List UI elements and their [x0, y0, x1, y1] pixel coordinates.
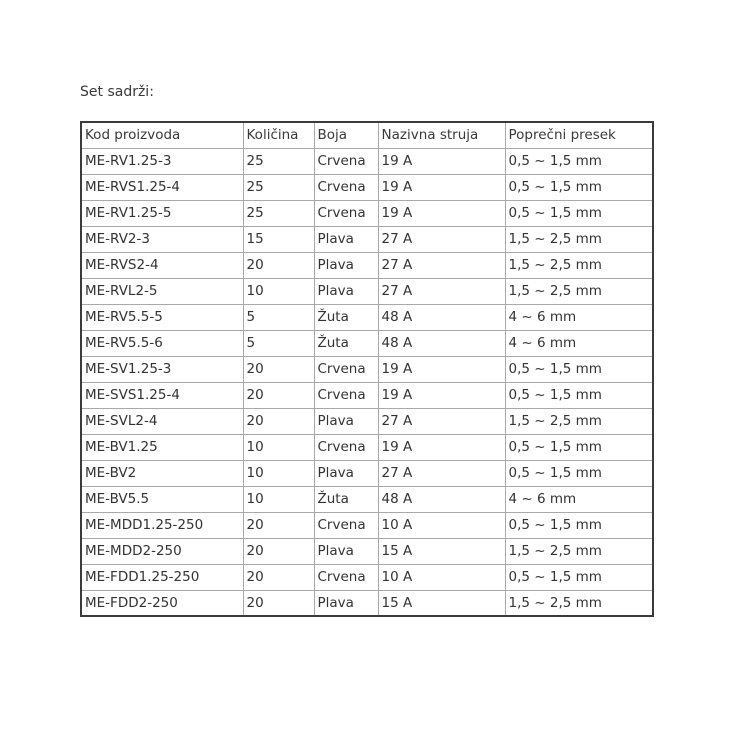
cell-product-code: ME-BV1.25 — [81, 434, 243, 460]
table-row — [81, 226, 653, 252]
cell-quantity: 25 — [243, 174, 314, 200]
cell-color: Crvena — [314, 200, 378, 226]
cell-color: Crvena — [314, 512, 378, 538]
cell-rated-current: 19 A — [378, 382, 505, 408]
cell-rated-current: 19 A — [378, 200, 505, 226]
cell-rated-current: 27 A — [378, 408, 505, 434]
cell-cross-section: 0,5 ~ 1,5 mm — [505, 434, 653, 460]
cell-quantity: 10 — [243, 434, 314, 460]
table-row — [81, 148, 653, 174]
table-row — [81, 512, 653, 538]
cell-quantity: 25 — [243, 148, 314, 174]
header-cross-section: Poprečni presek — [505, 122, 653, 148]
cell-product-code: ME-RVL2-5 — [81, 278, 243, 304]
cell-rated-current: 19 A — [378, 356, 505, 382]
cell-product-code: ME-SV1.25-3 — [81, 356, 243, 382]
cell-product-code: ME-RV1.25-3 — [81, 148, 243, 174]
table-row — [81, 538, 653, 564]
cell-color: Crvena — [314, 564, 378, 590]
cell-cross-section: 1,5 ~ 2,5 mm — [505, 538, 653, 564]
header-rated-current: Nazivna struja — [378, 122, 505, 148]
cell-rated-current: 48 A — [378, 486, 505, 512]
cell-cross-section: 0,5 ~ 1,5 mm — [505, 512, 653, 538]
table-row — [81, 486, 653, 512]
table-row — [81, 278, 653, 304]
cell-color: Plava — [314, 590, 378, 616]
table-row — [81, 434, 653, 460]
set-contents-heading: Set sadrži: — [80, 84, 154, 100]
cell-quantity: 20 — [243, 408, 314, 434]
cell-cross-section: 0,5 ~ 1,5 mm — [505, 356, 653, 382]
cell-color: Crvena — [314, 148, 378, 174]
table-header-row — [81, 122, 653, 148]
cell-rated-current: 27 A — [378, 252, 505, 278]
cell-rated-current: 27 A — [378, 460, 505, 486]
cell-color: Plava — [314, 278, 378, 304]
cell-product-code: ME-SVL2-4 — [81, 408, 243, 434]
table-row — [81, 564, 653, 590]
table-row — [81, 174, 653, 200]
cell-cross-section: 1,5 ~ 2,5 mm — [505, 590, 653, 616]
cell-product-code: ME-BV2 — [81, 460, 243, 486]
cell-product-code: ME-RV1.25-5 — [81, 200, 243, 226]
cell-product-code: ME-RVS1.25-4 — [81, 174, 243, 200]
cell-quantity: 20 — [243, 590, 314, 616]
table-body — [81, 148, 653, 616]
cell-rated-current: 19 A — [378, 434, 505, 460]
cell-cross-section: 0,5 ~ 1,5 mm — [505, 174, 653, 200]
cell-color: Crvena — [314, 356, 378, 382]
table-row — [81, 252, 653, 278]
cell-rated-current: 27 A — [378, 226, 505, 252]
table-row — [81, 590, 653, 616]
cell-color: Crvena — [314, 174, 378, 200]
cell-rated-current: 48 A — [378, 304, 505, 330]
cell-color: Plava — [314, 226, 378, 252]
table-row — [81, 460, 653, 486]
header-quantity: Količina — [243, 122, 314, 148]
header-product-code: Kod proizvoda — [81, 122, 243, 148]
cell-product-code: ME-RV2-3 — [81, 226, 243, 252]
cell-rated-current: 48 A — [378, 330, 505, 356]
cell-quantity: 25 — [243, 200, 314, 226]
cell-color: Žuta — [314, 304, 378, 330]
table-row — [81, 330, 653, 356]
cell-cross-section: 0,5 ~ 1,5 mm — [505, 564, 653, 590]
cell-cross-section: 1,5 ~ 2,5 mm — [505, 252, 653, 278]
header-color: Boja — [314, 122, 378, 148]
cell-quantity: 20 — [243, 356, 314, 382]
cell-color: Plava — [314, 408, 378, 434]
cell-rated-current: 10 A — [378, 564, 505, 590]
cell-color: Žuta — [314, 330, 378, 356]
table-row — [81, 356, 653, 382]
cell-cross-section: 4 ~ 6 mm — [505, 330, 653, 356]
cell-color: Plava — [314, 538, 378, 564]
cell-rated-current: 15 A — [378, 590, 505, 616]
cell-quantity: 10 — [243, 486, 314, 512]
cell-rated-current: 19 A — [378, 148, 505, 174]
cell-quantity: 20 — [243, 564, 314, 590]
cell-product-code: ME-RV5.5-5 — [81, 304, 243, 330]
cell-color: Plava — [314, 252, 378, 278]
cell-product-code: ME-MDD2-250 — [81, 538, 243, 564]
cell-product-code: ME-FDD1.25-250 — [81, 564, 243, 590]
table-row — [81, 382, 653, 408]
cell-product-code: ME-MDD1.25-250 — [81, 512, 243, 538]
cell-quantity: 20 — [243, 538, 314, 564]
cell-color: Crvena — [314, 434, 378, 460]
cell-quantity: 10 — [243, 278, 314, 304]
cell-rated-current: 10 A — [378, 512, 505, 538]
cell-cross-section: 0,5 ~ 1,5 mm — [505, 382, 653, 408]
table-row — [81, 408, 653, 434]
cell-product-code: ME-BV5.5 — [81, 486, 243, 512]
cell-quantity: 20 — [243, 512, 314, 538]
cell-cross-section: 0,5 ~ 1,5 mm — [505, 460, 653, 486]
table-row — [81, 200, 653, 226]
cell-rated-current: 27 A — [378, 278, 505, 304]
cell-rated-current: 15 A — [378, 538, 505, 564]
cell-cross-section: 0,5 ~ 1,5 mm — [505, 148, 653, 174]
cell-product-code: ME-RV5.5-6 — [81, 330, 243, 356]
cell-quantity: 15 — [243, 226, 314, 252]
cell-color: Plava — [314, 460, 378, 486]
cell-cross-section: 4 ~ 6 mm — [505, 304, 653, 330]
cell-color: Žuta — [314, 486, 378, 512]
cell-cross-section: 1,5 ~ 2,5 mm — [505, 408, 653, 434]
cell-rated-current: 19 A — [378, 174, 505, 200]
cell-quantity: 20 — [243, 252, 314, 278]
cell-quantity: 10 — [243, 460, 314, 486]
cell-quantity: 20 — [243, 382, 314, 408]
cell-cross-section: 1,5 ~ 2,5 mm — [505, 226, 653, 252]
cell-cross-section: 4 ~ 6 mm — [505, 486, 653, 512]
cell-cross-section: 0,5 ~ 1,5 mm — [505, 200, 653, 226]
cell-product-code: ME-FDD2-250 — [81, 590, 243, 616]
cell-cross-section: 1,5 ~ 2,5 mm — [505, 278, 653, 304]
cell-quantity: 5 — [243, 330, 314, 356]
cell-color: Crvena — [314, 382, 378, 408]
product-table — [80, 121, 654, 617]
cell-quantity: 5 — [243, 304, 314, 330]
cell-product-code: ME-RVS2-4 — [81, 252, 243, 278]
table-row — [81, 304, 653, 330]
cell-product-code: ME-SVS1.25-4 — [81, 382, 243, 408]
